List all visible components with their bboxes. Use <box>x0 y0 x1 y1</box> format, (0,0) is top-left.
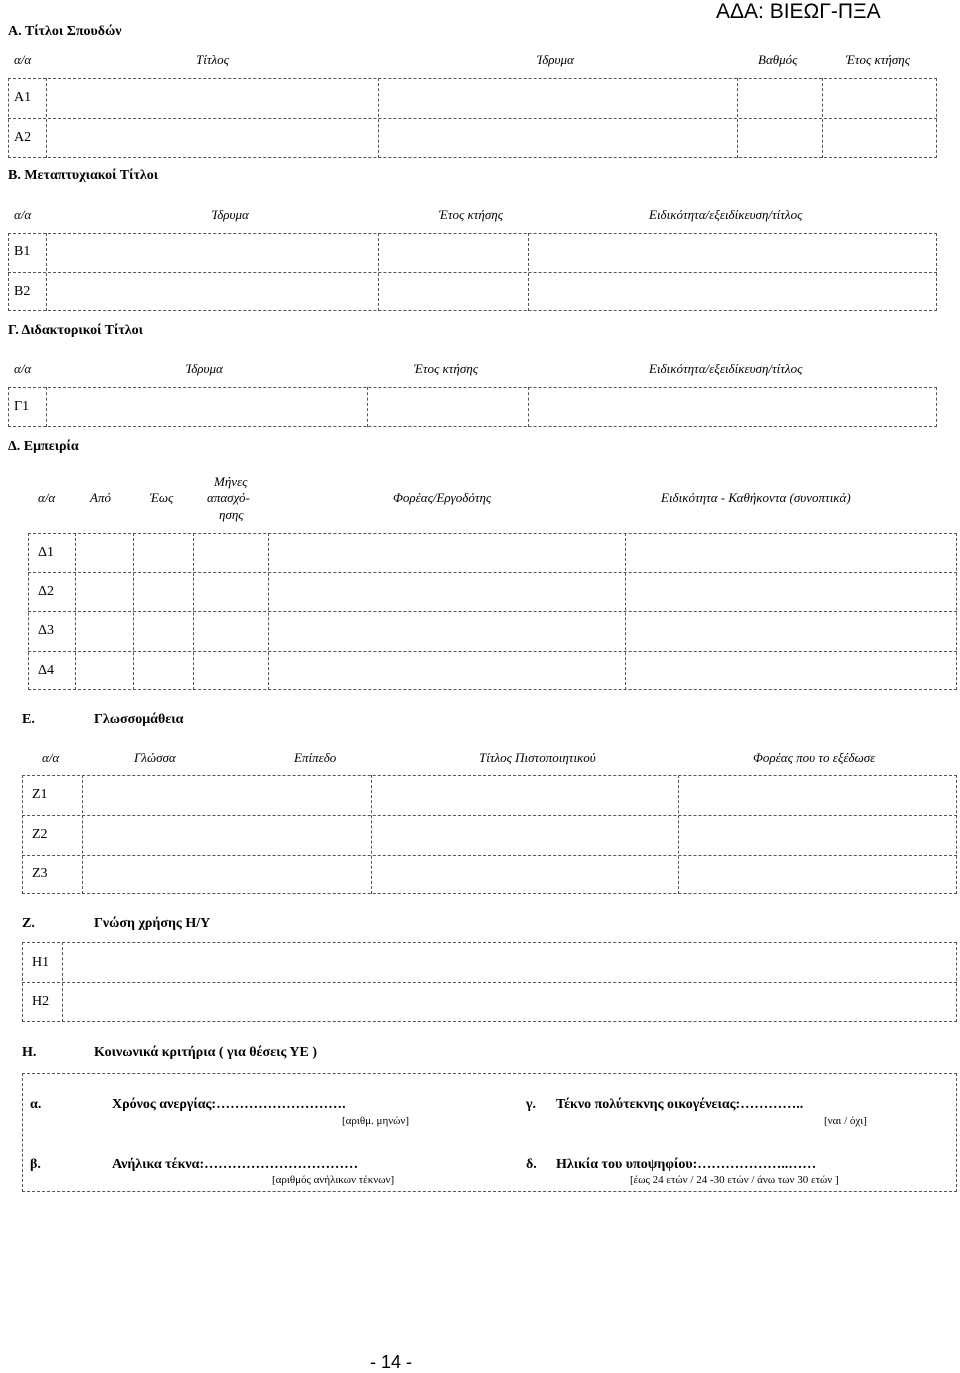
table-e-row-divider <box>22 815 957 816</box>
table-e-col-divider <box>371 775 372 894</box>
table-a-col-divider <box>46 78 47 158</box>
row-label: Η1 <box>32 955 50 970</box>
section-c-title: Γ. Διδακτορικοί Τίτλοι <box>8 323 144 338</box>
col-employer: Φορέας/Εργοδότης <box>393 490 492 505</box>
table-d-row-divider <box>28 651 957 652</box>
criterion-g-letter: γ. <box>526 1097 537 1112</box>
table-z-row-divider <box>22 982 957 983</box>
criterion-a-letter: α. <box>30 1097 42 1112</box>
row-label: Β1 <box>14 244 31 259</box>
section-b-title: Β. Μεταπτυχιακοί Τίτλοι <box>8 168 159 183</box>
row-label: Γ1 <box>14 399 30 414</box>
section-a-title: Α. Τίτλοι Σπουδών <box>8 24 122 39</box>
criterion-d-letter: δ. <box>526 1157 537 1172</box>
table-e <box>22 775 957 894</box>
col-months-1: Μήνες <box>214 474 248 489</box>
table-b-col-divider <box>528 233 529 311</box>
section-z-letter: Ζ. <box>22 916 35 931</box>
col-from: Από <box>90 490 111 505</box>
section-e-letter: Ε. <box>22 712 35 727</box>
table-b-col-divider <box>378 233 379 311</box>
criterion-a-label: Χρόνος ανεργίας:………………………. <box>112 1097 346 1112</box>
col-institution: Ίδρυμα <box>537 52 574 67</box>
row-label: Ζ3 <box>32 866 48 881</box>
table-c-col-divider <box>367 387 368 427</box>
row-label: Η2 <box>32 994 50 1009</box>
table-a-col-divider <box>378 78 379 158</box>
table-c <box>8 387 937 427</box>
col-year: Έτος κτήσης <box>846 52 910 67</box>
row-label: Ζ2 <box>32 827 48 842</box>
criterion-a-note: [αριθμ. μηνών] <box>342 1115 410 1127</box>
criterion-d-note: [έως 24 ετών / 24 -30 ετών / άνω των 30 ετών ] <box>630 1174 839 1186</box>
row-label: Δ3 <box>38 623 55 638</box>
row-label: Δ1 <box>38 545 55 560</box>
criterion-g-note: [ναι / όχι] <box>824 1115 867 1127</box>
col-aa: α/α <box>38 490 56 505</box>
col-aa: α/α <box>14 52 32 67</box>
row-label: Ζ1 <box>32 787 48 802</box>
row-label: Β2 <box>14 284 31 299</box>
row-label: Δ2 <box>38 584 55 599</box>
criterion-b-note: [αριθμός ανήλικων τέκνων] <box>272 1174 395 1186</box>
table-d-col-divider <box>75 533 76 690</box>
col-certificate: Τίτλος Πιστοποιητικού <box>479 750 596 765</box>
col-institution: Ίδρυμα <box>212 207 249 222</box>
col-specialty: Ειδικότητα/εξειδίκευση/τίτλος <box>649 361 803 376</box>
col-to: Έως <box>150 490 174 505</box>
col-specialty: Ειδικότητα/εξειδίκευση/τίτλος <box>649 207 803 222</box>
table-a-col-divider <box>822 78 823 158</box>
col-level: Επίπεδο <box>294 750 337 765</box>
criterion-b-letter: β. <box>30 1157 41 1172</box>
col-year: Έτος κτήσης <box>414 361 478 376</box>
table-a-col-divider <box>737 78 738 158</box>
table-d-col-divider <box>268 533 269 690</box>
table-d-col-divider <box>625 533 626 690</box>
table-e-col-divider <box>678 775 679 894</box>
ada-code: ΑΔΑ: ΒΙΕΩΓ-ΠΞΑ <box>716 0 881 23</box>
col-months-3: ησης <box>219 507 244 522</box>
col-aa: α/α <box>14 361 32 376</box>
row-label: Δ4 <box>38 663 55 678</box>
section-z-title: Γνώση χρήσης Η/Υ <box>94 916 211 931</box>
table-a-row-divider <box>8 118 937 119</box>
table-z-col-divider <box>62 942 63 1022</box>
section-d-title: Δ. Εμπειρία <box>8 439 79 454</box>
criterion-g-label: Τέκνο πολύτεκνης οικογένειας:………….. <box>556 1097 804 1112</box>
row-label: Α2 <box>14 130 32 145</box>
col-language: Γλώσσα <box>134 750 176 765</box>
table-e-col-divider <box>82 775 83 894</box>
section-h-letter: Η. <box>22 1045 37 1060</box>
section-e-title: Γλωσσομάθεια <box>94 712 184 727</box>
section-h-title: Κοινωνικά κριτήρια ( για θέσεις ΥΕ ) <box>94 1045 317 1060</box>
col-duties: Ειδικότητα - Καθήκοντα (συνοπτικά) <box>661 490 851 505</box>
table-b-col-divider <box>46 233 47 311</box>
col-aa: α/α <box>14 207 32 222</box>
col-year: Έτος κτήσης <box>439 207 503 222</box>
table-d-col-divider <box>133 533 134 690</box>
page-number: - 14 - <box>370 1352 413 1372</box>
criterion-d-label: Ηλικία του υποψηφίου:………………..…… <box>556 1157 817 1172</box>
col-months-2: απασχό- <box>207 490 250 505</box>
row-label: Α1 <box>14 90 32 105</box>
table-c-col-divider <box>528 387 529 427</box>
table-c-col-divider <box>46 387 47 427</box>
table-b-row-divider <box>8 272 937 273</box>
table-e-row-divider <box>22 855 957 856</box>
table-d-col-divider <box>193 533 194 690</box>
criterion-b-label: Ανήλικα τέκνα:…………………………… <box>112 1157 359 1172</box>
table-d-row-divider <box>28 572 957 573</box>
col-institution: Ίδρυμα <box>186 361 223 376</box>
col-issuer: Φορέας που το εξέδωσε <box>753 750 876 765</box>
col-aa: α/α <box>42 750 60 765</box>
col-title: Τίτλος <box>196 52 229 67</box>
table-d-row-divider <box>28 611 957 612</box>
col-grade: Βαθμός <box>758 52 798 67</box>
